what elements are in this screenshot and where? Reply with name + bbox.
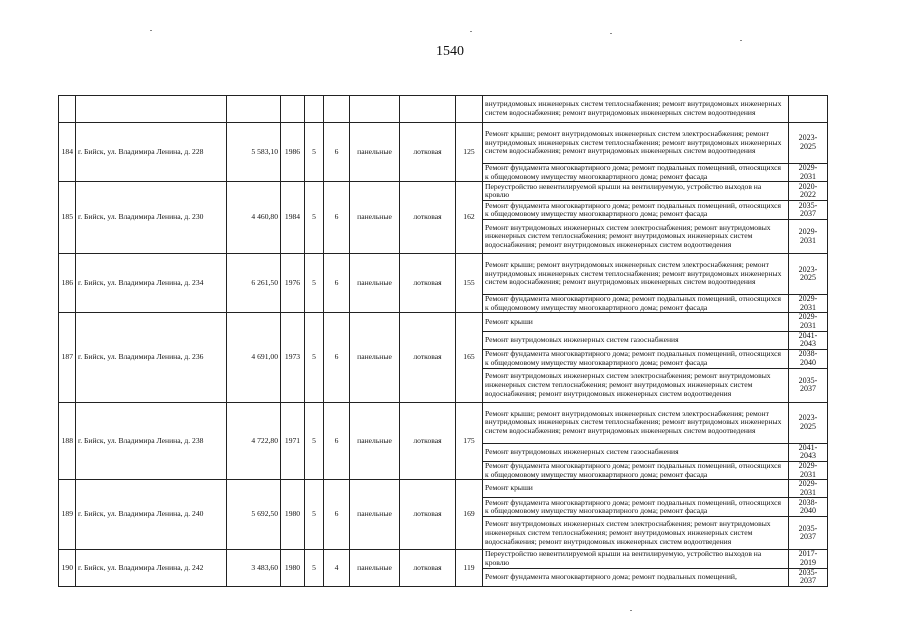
work-type-cell: Ремонт фундамента многоквартирного дома; ремонт подвальных помещений, относящихся к общедомовому имуществу многоквартирного дома; ремонт фасада	[483, 498, 789, 517]
scan-speck	[470, 31, 472, 32]
work-type-cell: Ремонт фундамента многоквартирного дома; ремонт подвальных помещений, относящихся к общедомовому имуществу многоквартирного дома; ремонт фасада	[483, 349, 789, 368]
apartments-cell: 155	[456, 254, 483, 313]
work-type-cell: Ремонт фундамента многоквартирного дома; ремонт подвальных помещений, относящихся к общедомовому имуществу многоквартирного дома; ремонт фасада	[483, 461, 789, 479]
period-cell: 2035-2037	[789, 517, 828, 550]
apartments-cell: 162	[456, 182, 483, 254]
period-cell: 2038-2040	[789, 349, 828, 368]
area-cell: 6 261,50	[227, 254, 281, 313]
work-type-cell: Ремонт крыши	[483, 313, 789, 331]
scan-speck	[630, 610, 632, 611]
house-number-cell: 188	[59, 402, 76, 479]
period-cell: 2029-2031	[789, 480, 828, 498]
entrances-cell: 6	[324, 123, 350, 182]
year-cell: 1986	[281, 123, 305, 182]
address-cell: г. Бийск, ул. Владимира Ленина, д. 238	[76, 402, 227, 479]
address-cell	[76, 96, 227, 123]
table-row	[59, 182, 828, 201]
period-cell: 2041-2043	[789, 331, 828, 349]
wall-material-cell: панельные	[350, 402, 400, 479]
apartments-cell: 175	[456, 402, 483, 479]
table-body	[59, 96, 828, 587]
table-row	[59, 480, 828, 498]
work-type-cell: Ремонт внутридомовых инженерных систем электроснабжения; ремонт внутридомовых инженерных систем теплоснабжения; ремонт внутридомовых инженерных систем водоснабжения; ремонт внутридомовых инженерных систем водоотведения	[483, 368, 789, 402]
floors-cell: 5	[305, 480, 324, 550]
work-type-cell: Ремонт крыши	[483, 480, 789, 498]
table-row	[59, 96, 828, 123]
work-type-cell: Ремонт крыши; ремонт внутридомовых инженерных систем электроснабжения; ремонт внутридомовых инженерных систем теплоснабжения; ремонт внутридомовых инженерных систем водоснабжения; ремонт внутридомовых инженерных систем водоотведения	[483, 402, 789, 443]
area-cell: 4 722,80	[227, 402, 281, 479]
wall-material-cell: панельные	[350, 313, 400, 402]
scan-speck	[740, 40, 742, 41]
period-cell	[789, 96, 828, 123]
year-cell: 1973	[281, 313, 305, 402]
floors-cell: 5	[305, 402, 324, 479]
period-cell: 2023-2025	[789, 402, 828, 443]
page-number: 1540	[436, 44, 464, 59]
period-cell: 2035-2037	[789, 568, 828, 586]
period-cell: 2035-2037	[789, 368, 828, 402]
roof-type-cell: лотковая	[400, 550, 456, 586]
entrances-cell: 6	[324, 182, 350, 254]
house-number-cell: 190	[59, 550, 76, 586]
work-type-cell: Ремонт крыши; ремонт внутридомовых инженерных систем электроснабжения; ремонт внутридомовых инженерных систем теплоснабжения; ремонт внутридомовых инженерных систем водоснабжения; ремонт внутридомовых инженерных систем водоотведения	[483, 123, 789, 164]
area-cell: 4 691,00	[227, 313, 281, 402]
period-cell: 2041-2043	[789, 443, 828, 461]
roof-type-cell: лотковая	[400, 254, 456, 313]
work-type-cell: Ремонт фундамента многоквартирного дома; ремонт подвальных помещений, относящихся к общедомовому имуществу многоквартирного дома; ремонт фасада	[483, 201, 789, 220]
roof-type-cell	[400, 96, 456, 123]
wall-material-cell: панельные	[350, 123, 400, 182]
wall-material-cell	[350, 96, 400, 123]
area-cell: 5 583,10	[227, 123, 281, 182]
address-cell: г. Бийск, ул. Владимира Ленина, д. 236	[76, 313, 227, 402]
address-cell: г. Бийск, ул. Владимира Ленина, д. 242	[76, 550, 227, 586]
apartments-cell: 119	[456, 550, 483, 586]
work-type-cell: Переустройство невентилируемой крыши на вентилируемую, устройство выходов на кровлю	[483, 550, 789, 568]
work-type-cell: Ремонт фундамента многоквартирного дома; ремонт подвальных помещений,	[483, 568, 789, 586]
apartments-cell	[456, 96, 483, 123]
period-cell: 2029-2031	[789, 461, 828, 479]
wall-material-cell: панельные	[350, 550, 400, 586]
scan-speck	[150, 30, 152, 31]
floors-cell: 5	[305, 254, 324, 313]
year-cell	[281, 96, 305, 123]
area-cell: 4 460,80	[227, 182, 281, 254]
entrances-cell: 4	[324, 550, 350, 586]
year-cell: 1976	[281, 254, 305, 313]
scan-speck	[610, 33, 612, 34]
period-cell: 2029-2031	[789, 164, 828, 182]
apartments-cell: 169	[456, 480, 483, 550]
period-cell: 2023-2025	[789, 254, 828, 295]
table-row	[59, 123, 828, 164]
house-number-cell: 185	[59, 182, 76, 254]
entrances-cell: 6	[324, 480, 350, 550]
work-type-cell: Ремонт внутридомовых инженерных систем электроснабжения; ремонт внутридомовых инженерных систем теплоснабжения; ремонт внутридомовых инженерных систем водоснабжения; ремонт внутридомовых инженерных систем водоотведения	[483, 220, 789, 254]
entrances-cell: 6	[324, 402, 350, 479]
period-cell: 2023-2025	[789, 123, 828, 164]
wall-material-cell: панельные	[350, 480, 400, 550]
floors-cell: 5	[305, 550, 324, 586]
table-row	[59, 550, 828, 568]
roof-type-cell: лотковая	[400, 123, 456, 182]
period-cell: 2017-2019	[789, 550, 828, 568]
floors-cell	[305, 96, 324, 123]
table-row	[59, 313, 828, 331]
period-cell: 2029-2031	[789, 295, 828, 313]
year-cell: 1984	[281, 182, 305, 254]
table-row	[59, 402, 828, 443]
work-type-cell: Ремонт фундамента многоквартирного дома; ремонт подвальных помещений, относящихся к общедомовому имуществу многоквартирного дома; ремонт фасада	[483, 164, 789, 182]
period-cell: 2035-2037	[789, 201, 828, 220]
house-number-cell: 186	[59, 254, 76, 313]
work-type-cell: внутридомовых инженерных систем теплоснабжения; ремонт внутридомовых инженерных систем водоснабжения; ремонт внутридомовых инженерных систем водоотведения	[483, 96, 789, 123]
area-cell: 5 692,50	[227, 480, 281, 550]
apartments-cell: 165	[456, 313, 483, 402]
entrances-cell: 6	[324, 254, 350, 313]
work-type-cell: Ремонт крыши; ремонт внутридомовых инженерных систем электроснабжения; ремонт внутридомовых инженерных систем теплоснабжения; ремонт внутридомовых инженерных систем водоснабжения; ремонт внутридомовых инженерных систем водоотведения	[483, 254, 789, 295]
area-cell: 3 483,60	[227, 550, 281, 586]
house-number-cell: 187	[59, 313, 76, 402]
apartments-cell: 125	[456, 123, 483, 182]
period-cell: 2029-2031	[789, 313, 828, 331]
floors-cell: 5	[305, 313, 324, 402]
house-number-cell: 184	[59, 123, 76, 182]
work-type-cell: Ремонт внутридомовых инженерных систем газоснабжения	[483, 443, 789, 461]
entrances-cell: 6	[324, 313, 350, 402]
period-cell: 2020-2022	[789, 182, 828, 201]
roof-type-cell: лотковая	[400, 402, 456, 479]
area-cell	[227, 96, 281, 123]
entrances-cell	[324, 96, 350, 123]
work-type-cell: Переустройство невентилируемой крыши на вентилируемую, устройство выходов на кровлю	[483, 182, 789, 201]
floors-cell: 5	[305, 123, 324, 182]
work-type-cell: Ремонт фундамента многоквартирного дома; ремонт подвальных помещений, относящихся к общедомовому имуществу многоквартирного дома; ремонт фасада	[483, 295, 789, 313]
address-cell: г. Бийск, ул. Владимира Ленина, д. 230	[76, 182, 227, 254]
roof-type-cell: лотковая	[400, 313, 456, 402]
year-cell: 1980	[281, 480, 305, 550]
address-cell: г. Бийск, ул. Владимира Ленина, д. 240	[76, 480, 227, 550]
roof-type-cell: лотковая	[400, 182, 456, 254]
floors-cell: 5	[305, 182, 324, 254]
year-cell: 1980	[281, 550, 305, 586]
wall-material-cell: панельные	[350, 182, 400, 254]
address-cell: г. Бийск, ул. Владимира Ленина, д. 234	[76, 254, 227, 313]
house-number-cell: 189	[59, 480, 76, 550]
year-cell: 1971	[281, 402, 305, 479]
work-type-cell: Ремонт внутридомовых инженерных систем газоснабжения	[483, 331, 789, 349]
address-cell: г. Бийск, ул. Владимира Ленина, д. 228	[76, 123, 227, 182]
capital-repair-table	[58, 95, 828, 587]
wall-material-cell: панельные	[350, 254, 400, 313]
period-cell: 2038-2040	[789, 498, 828, 517]
table-row	[59, 254, 828, 295]
work-type-cell: Ремонт внутридомовых инженерных систем электроснабжения; ремонт внутридомовых инженерных систем теплоснабжения; ремонт внутридомовых инженерных систем водоснабжения; ремонт внутридомовых инженерных систем водоотведения	[483, 517, 789, 550]
roof-type-cell: лотковая	[400, 480, 456, 550]
period-cell: 2029-2031	[789, 220, 828, 254]
house-number-cell	[59, 96, 76, 123]
